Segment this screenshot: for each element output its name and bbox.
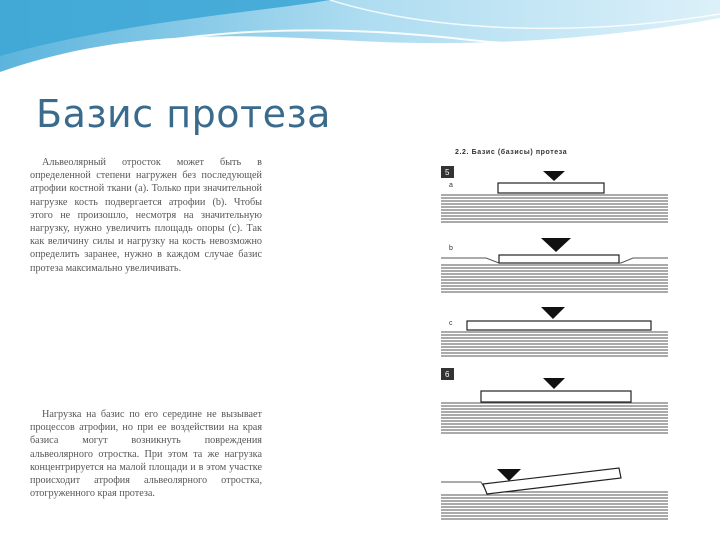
slide-title: Базис протеза	[36, 92, 331, 136]
text-paragraph-2: Нагрузка на базис по его середине не вызывает процессов атрофии, но при ее воздействии на края базиса могут возникнуть повреждения альвеолярного отростка. При этом та же нагрузка концентрируется на малой площади и в этом участке происходит атрофия альвеолярного отростка, отогруженного края протеза.	[30, 409, 262, 500]
text-paragraph-1: Альвеолярный отросток может быть в определенной степени нагружен без последующей атрофии костной ткани (а). Только при значительной нагрузке кость подвергается атрофии (b). Чтобы этого не произошло, несмотря на значительную нагрузку, нужно увеличить площадь опоры (с). Так как величину силы и нагрузку на кость невозможно определить заранее, нужно в каждом случае базис протеза максимально увеличивать.	[30, 157, 262, 274]
figure-6	[441, 368, 668, 524]
figure-6-number: 6	[445, 370, 450, 379]
fig6-upper-prosthesis-base	[481, 391, 631, 402]
panel-a-label: a	[449, 182, 453, 189]
panel-b-label: b	[449, 245, 453, 252]
figure-caption: 2.2. Базис (базисы) протеза	[455, 149, 568, 156]
panel-c-label: c	[449, 320, 453, 327]
panel-b-prosthesis-base	[499, 255, 619, 263]
figure-5	[441, 166, 668, 360]
panel-c-prosthesis-base	[467, 321, 651, 330]
panel-a-bone	[441, 194, 668, 224]
panel-a-prosthesis-base	[498, 183, 604, 193]
figure-5-number: 5	[445, 168, 450, 177]
